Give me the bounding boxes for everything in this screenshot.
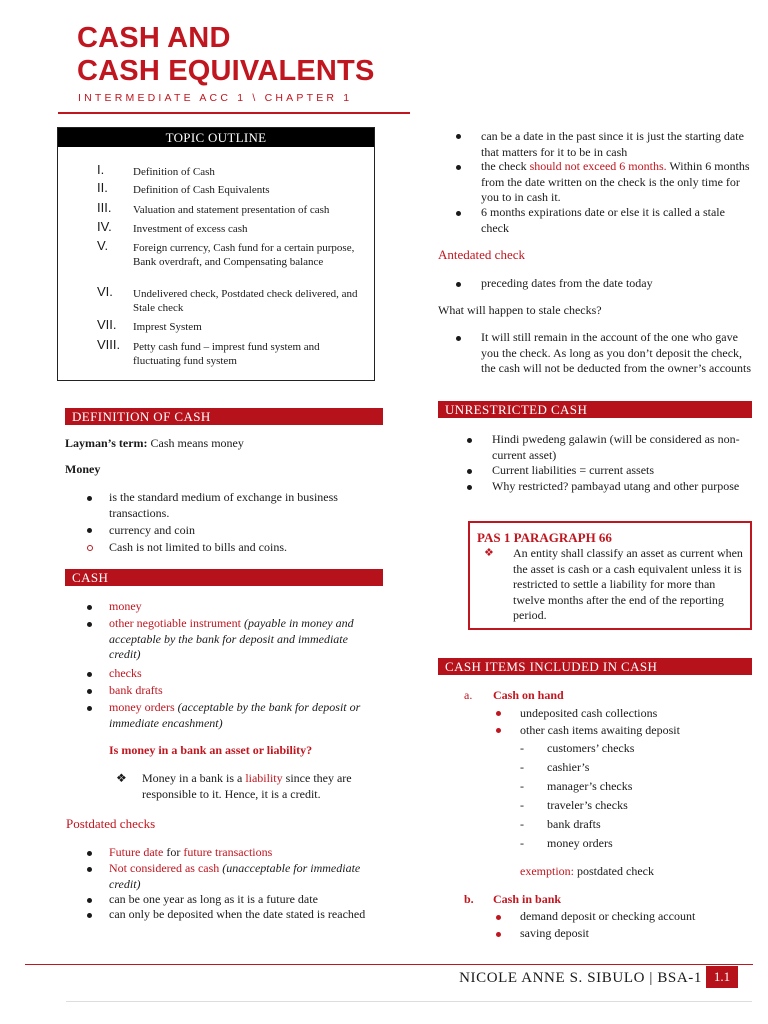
list-item-note: (unacceptable for immediate credit) — [109, 861, 361, 891]
footer-divider — [25, 964, 753, 965]
bullet-icon — [87, 528, 92, 533]
list-marker-b: b. — [464, 892, 474, 906]
outline-item-number: II. — [97, 180, 108, 195]
layman-term-text: Cash means money — [147, 436, 244, 450]
footer-author: NICOLE ANNE S. SIBULO | BSA-1 — [459, 970, 702, 986]
cash-answer-b: since they are responsible to it. Hence, it is a credit. — [142, 771, 352, 801]
list-item: currency and coin — [109, 523, 195, 537]
bullet-icon — [456, 211, 461, 216]
outline-item-text: Definition of Cash Equivalents — [133, 184, 270, 196]
document-title — [77, 22, 375, 88]
topic-outline-box — [57, 127, 375, 381]
bullet-icon — [496, 728, 501, 733]
bullet-icon — [496, 915, 501, 920]
bullet-icon — [87, 672, 92, 677]
layman-term — [65, 436, 244, 452]
section-bar-cash: CASH — [65, 569, 383, 586]
diamond-bullet-icon: ❖ — [484, 547, 494, 559]
list-item: cashier’s — [547, 760, 590, 774]
outline-item-number: VIII. — [97, 337, 121, 352]
section-bar-cash-items: CASH ITEMS INCLUDED IN CASH — [438, 658, 752, 675]
bullet-icon — [87, 867, 92, 872]
pas-text: An entity shall classify an asset as current when the asset is cash or a cash equivalent unless it is restricted to settle a liability for more than twelve months after the end of the reporting period. — [513, 546, 743, 622]
list-item — [109, 700, 379, 731]
list-item-text: Within 6 months from the date written on the check is the only time for you to in cash it. — [481, 159, 750, 204]
cash-answer — [142, 771, 374, 802]
bullet-icon — [467, 438, 472, 443]
list-item — [109, 616, 379, 663]
dash-marker: - — [520, 817, 524, 831]
bullet-icon — [467, 469, 472, 474]
list-item: manager’s checks — [547, 779, 633, 793]
dash-marker: - — [520, 741, 524, 755]
bullet-icon — [456, 336, 461, 341]
list-item: Hindi pwedeng galawin (will be considered as non-current asset) — [492, 432, 740, 462]
section-bar-definition — [65, 408, 383, 425]
list-item: money — [109, 599, 142, 613]
exemption-text: postdated check — [574, 864, 654, 878]
stale-question: What will happen to stale checks? — [438, 303, 602, 317]
bullet-icon — [87, 898, 92, 903]
list-item: Current liabilities = current assets — [492, 463, 655, 477]
list-item: It will still remain in the account of the one who gave you the check. As long as you don’t deposit the check, the cash will not be deducted from the owner’s accounts — [481, 330, 752, 375]
section-bar-definition-label: DEFINITION — [72, 409, 150, 424]
topic-outline-heading: TOPIC OUTLINE — [58, 128, 374, 147]
list-item — [109, 845, 379, 861]
bullet-icon — [456, 134, 461, 139]
title-line-1: CASH AND — [77, 22, 231, 54]
title-line-2: CASH EQUIVALENTS — [77, 55, 375, 87]
list-item: preceding dates from the date today — [481, 276, 653, 290]
dash-marker: - — [520, 779, 524, 793]
list-marker-a: a. — [464, 688, 473, 702]
list-item-emphasis: future transactions — [183, 845, 273, 859]
list-item: can be one year as long as it is a future date — [109, 892, 318, 906]
cash-question: Is money in a bank an asset or liability? — [109, 743, 313, 757]
list-item: demand deposit or checking account — [520, 909, 696, 923]
dash-marker: - — [520, 760, 524, 774]
list-item: customers’ checks — [547, 741, 635, 755]
list-item — [481, 159, 753, 206]
page-number: 1.1 — [706, 966, 738, 988]
outline-item-text: Petty cash fund – imprest fund system and fluctuating fund system — [133, 341, 320, 367]
bullet-icon — [87, 851, 92, 856]
bottom-divider — [66, 1001, 752, 1002]
exemption-note — [520, 864, 654, 880]
dash-marker: - — [520, 836, 524, 850]
list-item: Cash is not limited to bills and coins. — [109, 540, 287, 554]
bullet-icon — [456, 165, 461, 170]
antedated-heading: Antedated check — [438, 247, 525, 262]
bullet-icon — [87, 689, 92, 694]
bullet-icon — [456, 282, 461, 287]
list-item-text: for — [163, 845, 184, 859]
list-item-emphasis: other negotiable instrument — [109, 616, 241, 630]
outline-item-text: Imprest System — [133, 321, 202, 333]
outline-item-number: IV. — [97, 219, 112, 234]
list-item: other cash items awaiting deposit — [520, 723, 680, 737]
exemption-label: exemption: — [520, 864, 574, 878]
outline-item-number: I. — [97, 162, 105, 177]
list-item-note: (payable in money and acceptable by the bank for deposit and immediate credit) — [109, 616, 354, 661]
bullet-icon — [87, 706, 92, 711]
bullet-icon — [496, 711, 501, 716]
list-item: 6 months expirations date or else it is called a stale check — [481, 205, 725, 235]
list-item-emphasis: should not exceed 6 months. — [529, 159, 667, 173]
bullet-icon — [87, 605, 92, 610]
cash-answer-a: Money in a bank is a — [142, 771, 246, 785]
title-divider — [58, 112, 410, 114]
outline-item-text: Definition of Cash — [133, 166, 215, 178]
list-item: saving deposit — [520, 926, 589, 940]
list-item-text: the check — [481, 159, 530, 173]
outline-item-text: Foreign currency, Cash fund for a certain purpose, Bank overdraft, and Compensating balance — [133, 242, 355, 268]
list-item-emphasis: money orders — [109, 700, 175, 714]
outline-item-text: Investment of excess cash — [133, 223, 248, 235]
outline-item-number: III. — [97, 200, 112, 215]
list-item: can only be deposited when the date stated is reached — [109, 907, 366, 921]
outline-item-text: Undelivered check, Postdated check delivered, and Stale check — [133, 288, 358, 314]
list-item: bank drafts — [547, 817, 601, 831]
bullet-icon — [87, 622, 92, 627]
bullet-icon — [87, 496, 92, 501]
list-item: Why restricted? pambayad utang and other purpose — [492, 479, 740, 493]
section-bar-definition-label-rest: OF CASH — [149, 409, 211, 424]
layman-term-label: Layman’s term: — [65, 436, 148, 450]
outline-item-number: VII. — [97, 317, 117, 332]
postdated-heading: Postdated checks — [66, 816, 156, 831]
list-item: traveler’s checks — [547, 798, 628, 812]
cash-in-bank-heading: Cash in bank — [493, 892, 562, 906]
bullet-icon — [87, 913, 92, 918]
hollow-bullet-icon — [87, 545, 93, 551]
outline-item-text: Valuation and statement presentation of cash — [133, 204, 330, 216]
list-item-emphasis: Not considered as cash — [109, 861, 220, 875]
diamond-bullet-icon: ❖ — [116, 771, 127, 785]
outline-item-number: VI. — [97, 284, 113, 299]
bullet-icon — [496, 932, 501, 937]
bullet-icon — [467, 485, 472, 490]
dash-marker: - — [520, 798, 524, 812]
list-item — [109, 861, 379, 892]
document-subtitle: INTERMEDIATE ACC 1 \ CHAPTER 1 — [78, 92, 353, 104]
list-item: can be a date in the past since it is just the starting date that matters for it to be in cash — [481, 129, 744, 159]
section-bar-unrestricted-cash: UNRESTRICTED CASH — [438, 401, 752, 418]
list-item-emphasis: Future date — [109, 845, 164, 859]
cash-answer-emphasis: liability — [245, 771, 283, 785]
list-item: bank drafts — [109, 683, 163, 697]
cash-on-hand-heading: Cash on hand — [493, 688, 564, 702]
list-item: undeposited cash collections — [520, 706, 658, 720]
pas-heading: PAS 1 PARAGRAPH 66 — [477, 530, 612, 545]
money-label: Money — [65, 462, 101, 476]
list-item: checks — [109, 666, 142, 680]
list-item: is the standard medium of exchange in business transactions. — [109, 490, 338, 520]
outline-item-number: V. — [97, 238, 109, 253]
list-item: money orders — [547, 836, 613, 850]
list-item-note: (acceptable by the bank for deposit or immediate encashment) — [109, 700, 361, 730]
